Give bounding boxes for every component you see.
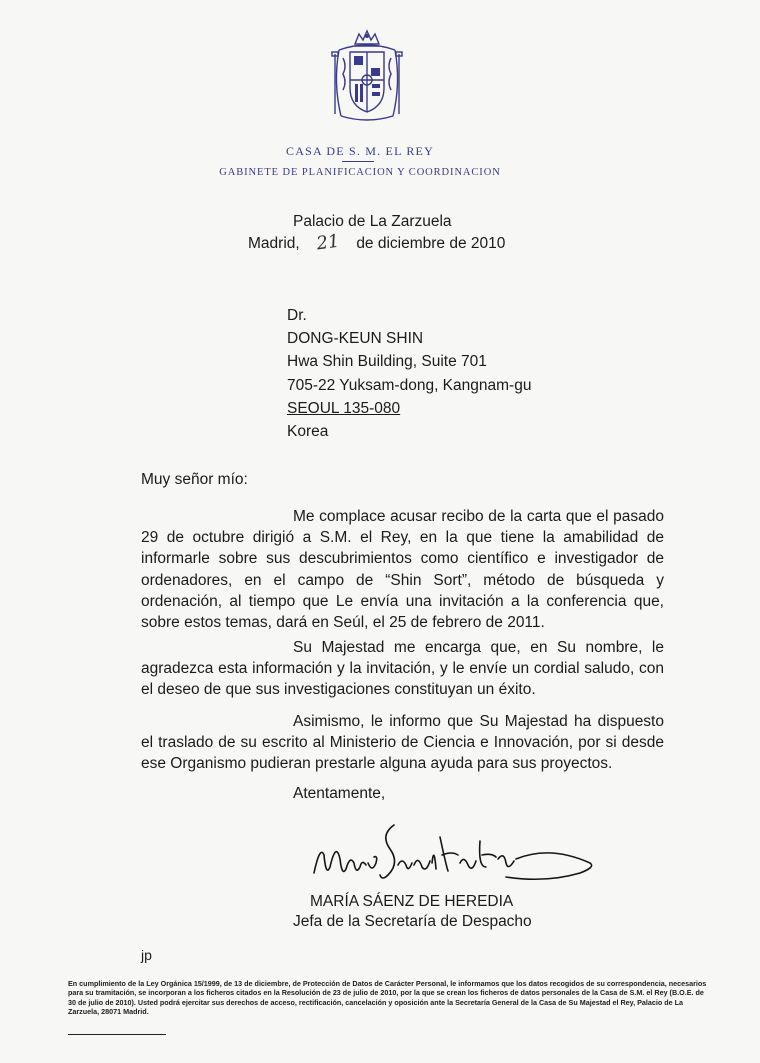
recipient-address (287, 304, 531, 443)
footer-divider (68, 1034, 166, 1035)
dateline-date (248, 232, 505, 253)
body-paragraph-2-text: Su Majestad me encarga que, en Su nombre, le agradezca esta información y la invitación, y le envíe un cordial saludo, con el deseo de que sus investigaciones constituyan un éxito. (141, 639, 664, 699)
body-paragraph-3-text: Asimismo, le informo que Su Majestad ha dispuesto el traslado de su escrito al Ministerio de Ciencia e Innovación, por si desde ese Organismo pudieran prestarle alguna ayuda para sus proyectos. (141, 713, 664, 773)
body-paragraph-1 (141, 506, 664, 633)
letterhead-divider (342, 161, 374, 162)
recipient-address-line-3: SEOUL 135-080 (287, 399, 401, 417)
handwritten-signature (310, 815, 600, 895)
body-paragraph-3 (141, 711, 664, 775)
salutation: Muy señor mío: (141, 471, 248, 488)
data-protection-notice: En cumplimiento de la Ley Orgánica 15/1999, de 13 de diciembre, de Protección de Datos de Carácter Personal, le informamos que los datos recogidos de su correspondencia, necesarios para su tramitación, se incorporan a los ficheros citados en la Resolución de 23 de julio de 2010, por la que se crean los ficheros de datos personales de la Casa de S.M. el Rey (B.O.E. de 30 de julio de 2010). Usted podrá ejercitar sus derechos de acceso, rectificación, cancelación y oposición ante la Secretaría General de la Casa de Su Majestad el Rey, Palacio de La Zarzuela, 28071 Madrid. (68, 979, 707, 1017)
royal-coat-of-arms-icon (325, 28, 409, 124)
recipient-name: DONG-KEUN SHIN (287, 330, 424, 348)
typist-initials: jp (141, 947, 152, 963)
closing: Atentamente, (293, 785, 386, 802)
recipient-title: Dr. (287, 307, 307, 324)
body-paragraph-2 (141, 637, 664, 701)
dateline-city: Madrid, (248, 235, 300, 252)
letterhead-house: CASA DE S. M. EL REY (286, 144, 434, 158)
recipient-address-line-2: 705-22 Yuksam-dong, Kangnam-gu (287, 376, 532, 394)
dateline-place: Palacio de La Zarzuela (293, 213, 452, 230)
letterhead-office: GABINETE DE PLANIFICACION Y COORDINACION (219, 167, 501, 178)
signer-name: MARÍA SÁENZ DE HEREDIA (310, 893, 514, 910)
dateline-month-year: de diciembre de 2010 (356, 235, 506, 252)
recipient-address-line-1: Hwa Shin Building, Suite 701 (287, 353, 487, 371)
dateline-day-handwritten: 21 (315, 230, 341, 255)
signer-role: Jefa de la Secretaría de Despacho (293, 913, 532, 930)
recipient-country: Korea (287, 423, 329, 441)
body-paragraph-1-text: Me complace acusar recibo de la carta que el pasado 29 de octubre dirigió a S.M. el Rey, en la que tiene la amabilidad de informarle sobre sus descubrimientos como científico e investigador de ordenadores, en el campo de “Shin Sort”, método de búsqueda y ordenación, al tiempo que Le envía una invitación a la conferencia que, sobre estos temas, dará en Seúl, el 25 de febrero de 2011. (141, 508, 664, 632)
